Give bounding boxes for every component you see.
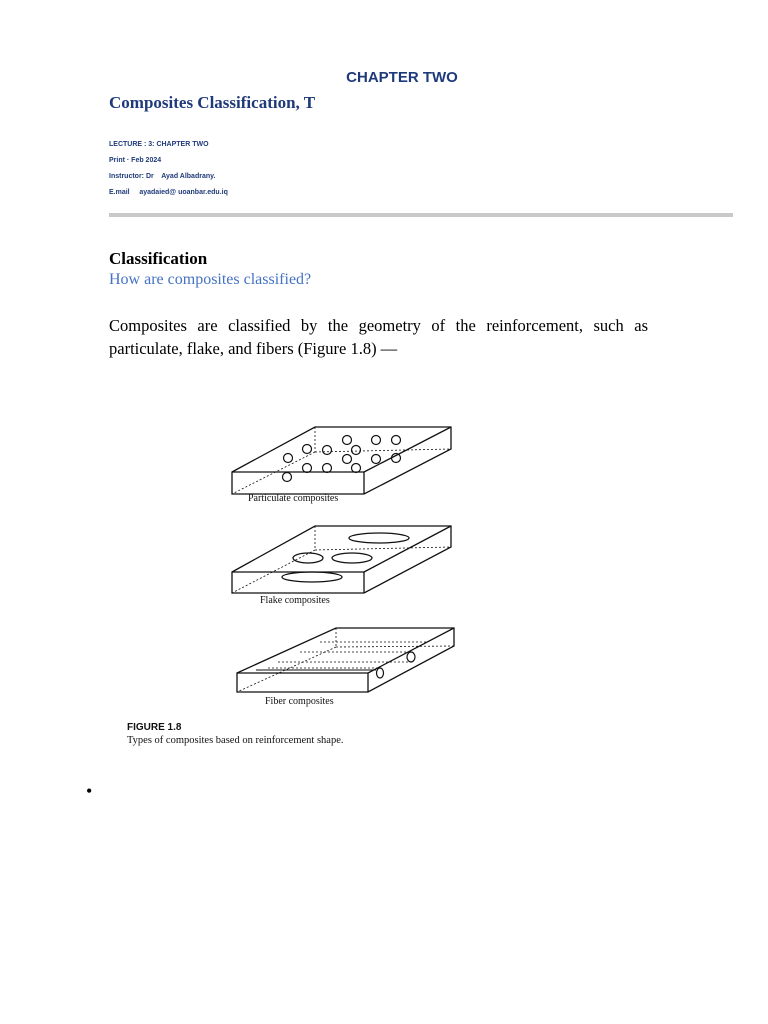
figure-caption-text: Types of composites based on reinforcement shape. — [127, 735, 344, 746]
body-paragraph: Composites are classified by the geometry of the reinforcement, such as particulate, flake, and fibers (Figure 1.8) — — [109, 316, 648, 358]
fiber-slab — [237, 628, 454, 692]
chapter-heading: CHAPTER TWO — [346, 69, 458, 86]
particulate-slab — [232, 427, 451, 494]
panel-label-particulate: Particulate composites — [248, 493, 339, 504]
instructor-line: Instructor: Dr Ayad Albadrany. — [109, 173, 216, 180]
flake-slab — [232, 526, 451, 593]
header-divider — [109, 213, 733, 217]
figure-caption-title: FIGURE 1.8 — [127, 722, 182, 733]
email-line: E.mail ayadaied@ uoanbar.edu.iq — [109, 189, 228, 196]
panel-label-flake: Flake composites — [260, 595, 330, 606]
print-date-line: Print · Feb 2024 — [109, 157, 162, 164]
figure-composite-types — [110, 400, 490, 760]
section-heading: Classification — [109, 249, 208, 268]
list-bullet: • — [86, 781, 93, 801]
lecture-line: LECTURE : 3: CHAPTER TWO — [109, 141, 209, 148]
panel-label-fiber: Fiber composites — [265, 696, 334, 707]
section-question: How are composites classified? — [109, 271, 312, 288]
document-title: Composites Classification, T — [109, 93, 316, 112]
